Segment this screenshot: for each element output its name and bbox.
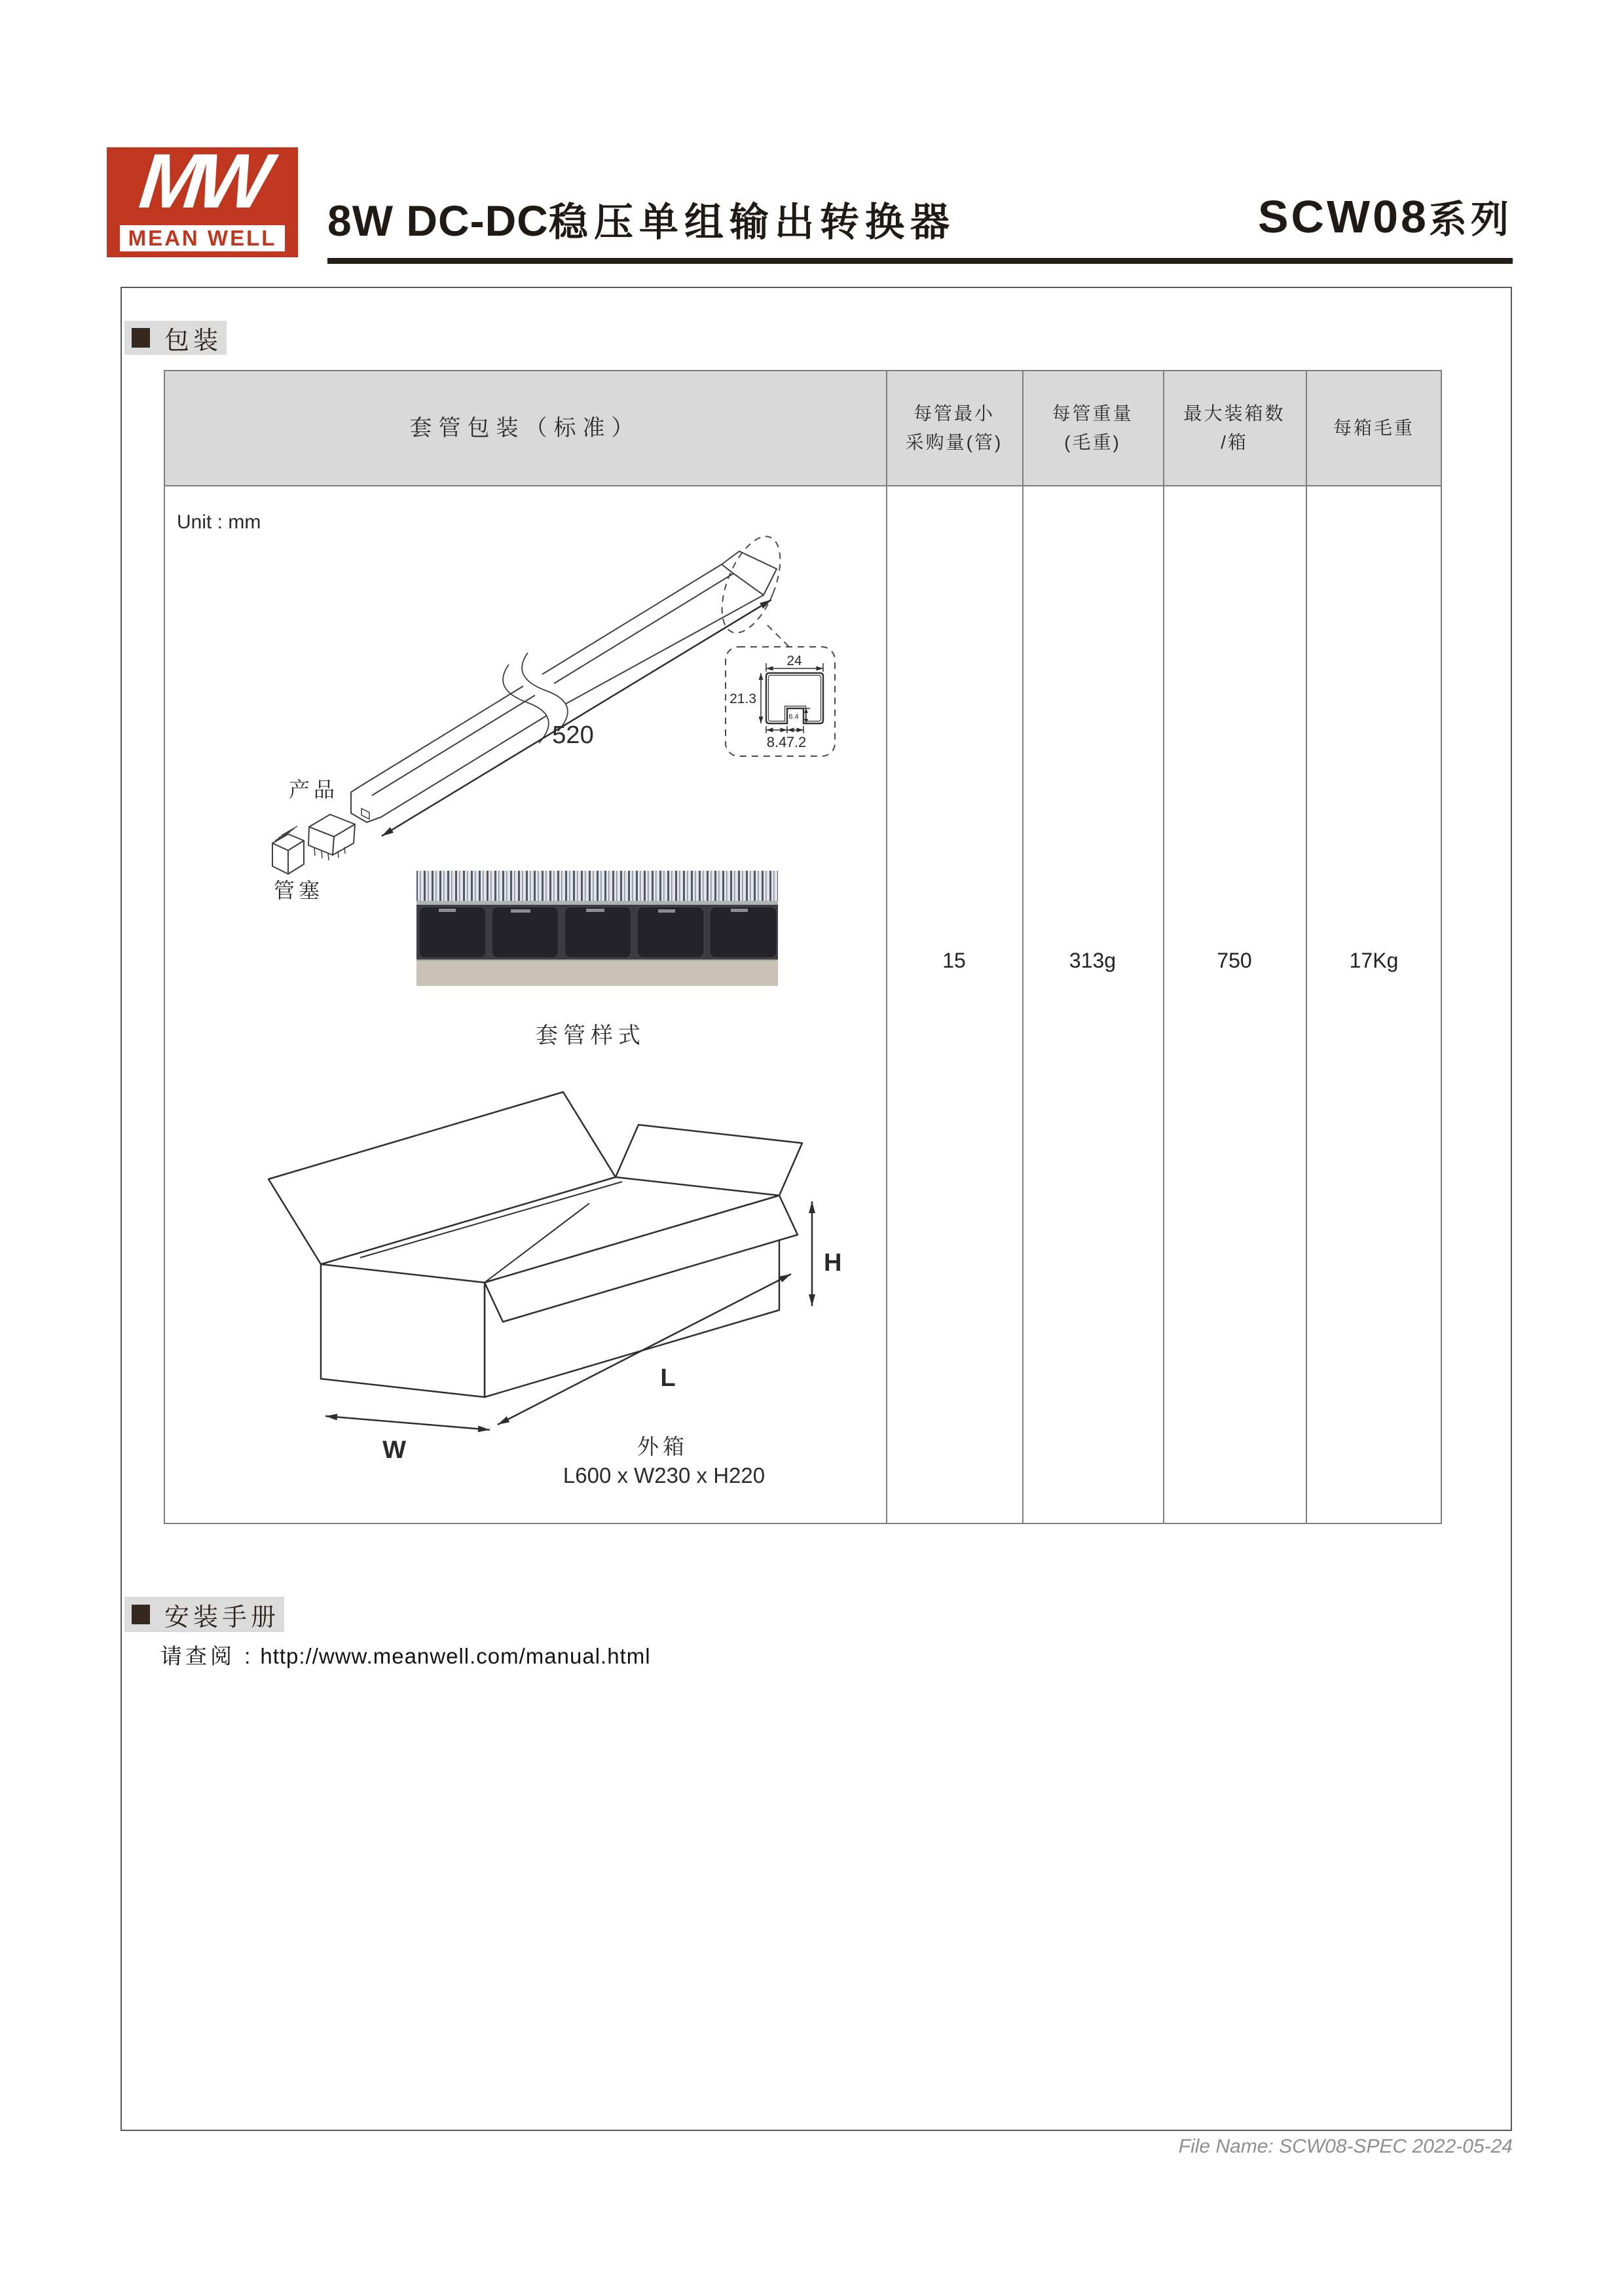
plug-label: 管塞 <box>274 879 324 902</box>
manual-note <box>160 1639 651 1670</box>
tube-drawing <box>351 551 777 822</box>
title-underline <box>327 258 1513 264</box>
manual-note-prefix: 请查阅 : <box>160 1644 254 1668</box>
value-tube-weight: 313g <box>1069 948 1116 972</box>
carton-caption: 外箱 <box>637 1434 688 1459</box>
header-cell-min-purchase: 每管最小 采购量(管) <box>905 403 1003 452</box>
value-qty-per-carton: 750 <box>1217 948 1252 972</box>
mean-well-wordmark-band <box>120 225 285 251</box>
header-cell-carton-weight: 每箱毛重 <box>1333 418 1414 438</box>
series-code: SCW08 <box>1257 191 1429 242</box>
carton-w-label: W <box>382 1436 406 1464</box>
cs-bottom-right-value: 7.2 <box>786 734 807 750</box>
product-and-plug <box>272 814 355 874</box>
manual-url[interactable]: http://www.meanwell.com/manual.html <box>260 1644 651 1668</box>
tube-photo-caption: 套管样式 <box>536 1023 646 1048</box>
header-cell-max-per-carton: 最大装箱数 /箱 <box>1183 403 1285 452</box>
tube-length-value: 520 <box>552 721 594 749</box>
section-packaging <box>124 321 227 355</box>
carton-size: L600 x W230 x H220 <box>563 1463 766 1487</box>
mean-well-wordmark: MEAN WELL <box>128 226 277 250</box>
tube-length-arrow <box>382 600 771 836</box>
carton-drawing <box>268 1092 802 1397</box>
carton-h-label: H <box>824 1249 842 1277</box>
cs-height-value: 21.3 <box>729 691 756 706</box>
mw-logo-glyph: MW <box>136 138 269 225</box>
title-chinese: 稳压单组输出转换器 <box>548 200 955 244</box>
page-title <box>327 191 955 247</box>
value-min-purchase: 15 <box>942 948 966 972</box>
title-latin: 8W DC-DC <box>327 196 549 245</box>
detail-callout <box>710 528 835 756</box>
header-cell-package-type: 套管包装（标准） <box>409 416 640 441</box>
unit-label: Unit : mm <box>177 511 261 533</box>
series-suffix: 系列 <box>1428 198 1513 241</box>
section-packaging-label: 包装 <box>164 327 223 355</box>
cs-width-value: 24 <box>786 653 802 668</box>
file-info: File Name: SCW08-SPEC 2022-05-24 <box>1178 2136 1513 2157</box>
mean-well-logo <box>107 138 298 257</box>
header-cell-tube-weight: 每管重量 (毛重) <box>1052 403 1134 452</box>
section-manual-label: 安装手册 <box>164 1603 280 1631</box>
value-carton-weight: 17Kg <box>1349 948 1399 972</box>
cross-section <box>729 653 823 750</box>
section-manual <box>124 1597 284 1632</box>
product-label: 产品 <box>289 778 339 801</box>
cs-bottom-left-value: 8.4 <box>766 734 787 750</box>
section-bullet-icon <box>132 1605 150 1624</box>
cs-notch-value: 6.4 <box>788 713 799 721</box>
carton-l-label: L <box>660 1364 676 1392</box>
tube-sample-photo <box>416 871 778 986</box>
section-bullet-icon <box>132 328 150 348</box>
series-title <box>1258 189 1513 244</box>
packaging-drawing <box>164 486 886 1524</box>
